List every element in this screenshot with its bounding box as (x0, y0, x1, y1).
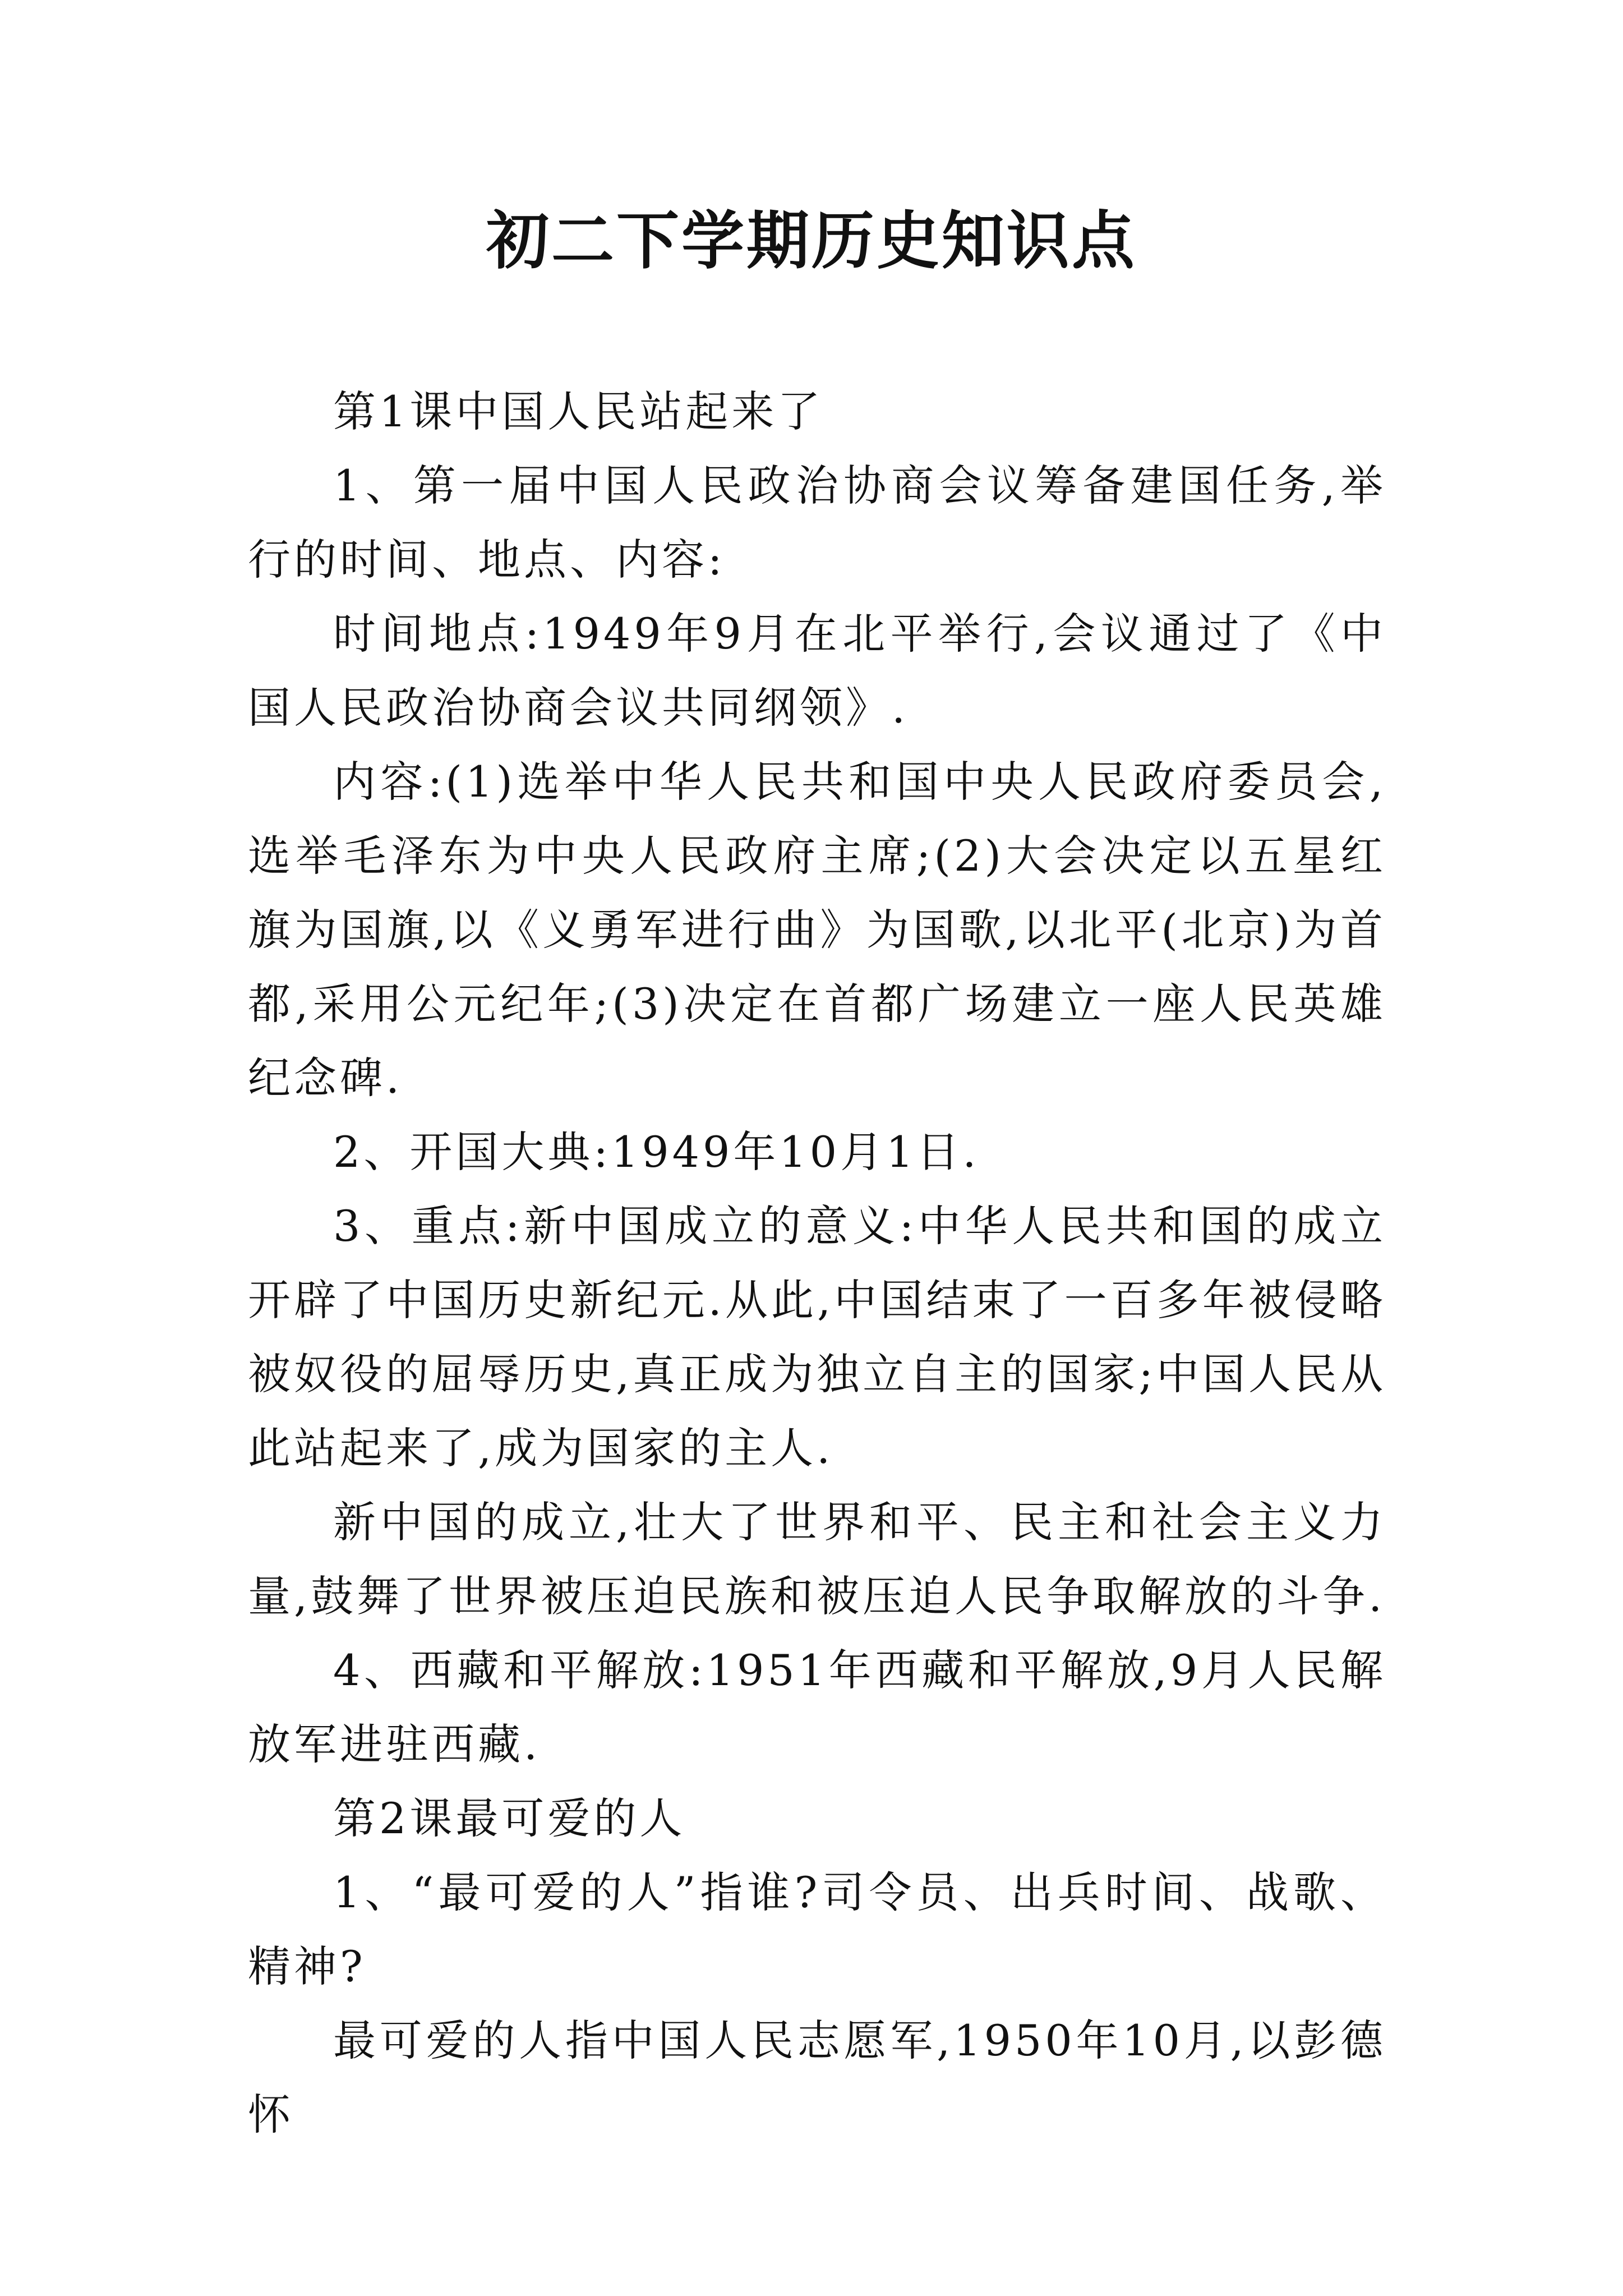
paragraph: 最可爱的人指中国人民志愿军,1950年10月,以彭德怀 (248, 2016, 1386, 2139)
paragraph: 1、“最可爱的人”指谁?司令员、出兵时间、战歌、精神? (248, 1867, 1386, 1991)
paragraph: 新中国的成立,壮大了世界和平、民主和社会主义力量,鼓舞了世界被压迫民族和被压迫人民争取解放的斗争. (248, 1497, 1386, 1621)
paragraph: 4、西藏和平解放:1951年西藏和平解放,9月人民解放军进驻西藏. (248, 1645, 1386, 1769)
paragraph: 内容:(1)选举中华人民共和国中央人民政府委员会,选举毛泽东为中央人民政府主席;(2)大会决定以五星红旗为国旗,以《义勇军进行曲》为国歌,以北平(北京)为首都,采用公元纪年;(3)决定在首都广场建立一座人民英雄纪念碑. (248, 757, 1386, 1103)
paragraph: 时间地点:1949年9月在北平举行,会议通过了《中国人民政治协商会议共同纲领》. (248, 609, 1386, 733)
lesson-heading: 第2课最可爱的人 (333, 1793, 686, 1843)
paragraph: 2、开国大典:1949年10月1日. (333, 1127, 980, 1177)
document-body (248, 375, 1386, 2152)
paragraph: 1、第一届中国人民政治协商会议筹备建国任务,举行的时间、地点、内容: (248, 461, 1386, 585)
page-title: 初二下学期历史知识点 (486, 204, 1137, 278)
paragraph: 3、重点:新中国成立的意义:中华人民共和国的成立开辟了中国历史新纪元.从此,中国结束了一百多年被侵略被奴役的屈辱历史,真正成为独立自主的国家;中国人民从此站起来了,成为国家的主人. (248, 1201, 1386, 1473)
lesson-heading: 第1课中国人民站起来了 (333, 386, 824, 436)
